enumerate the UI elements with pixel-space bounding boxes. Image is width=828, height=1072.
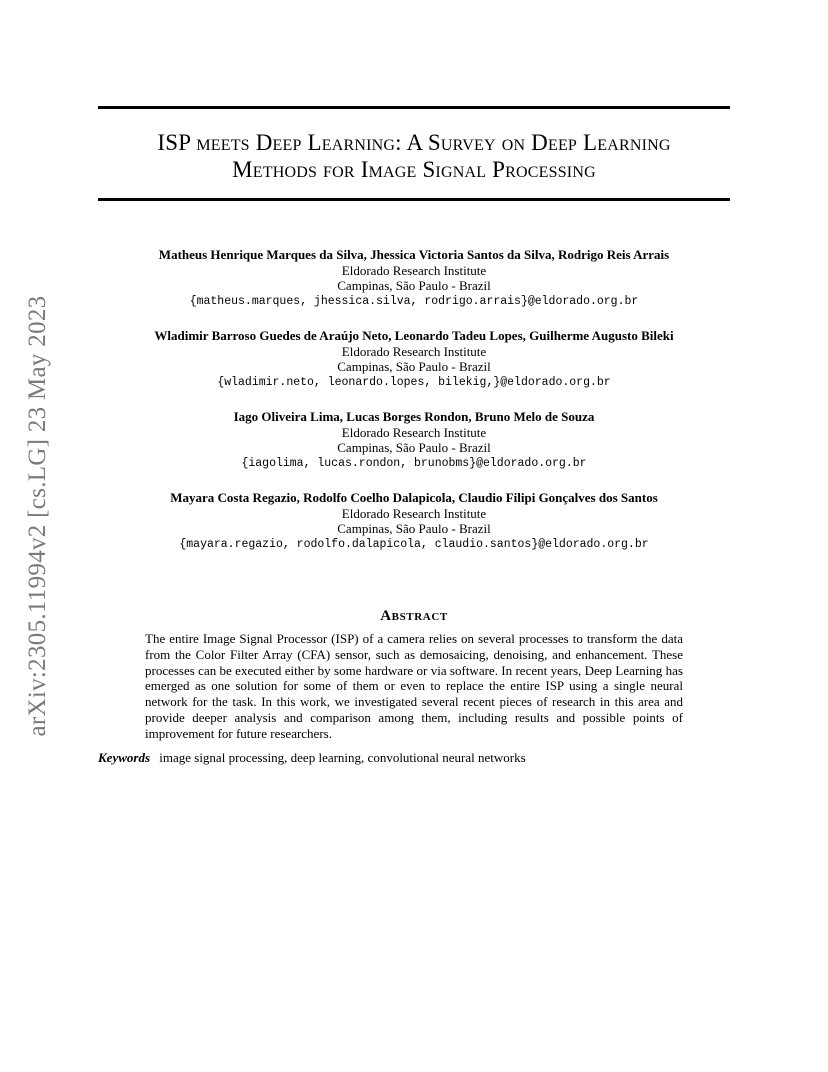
author-names: Wladimir Barroso Guedes de Araújo Neto, Leonardo Tadeu Lopes, Guilherme Augusto Bileki bbox=[154, 328, 674, 343]
abstract-body: The entire Image Signal Processor (ISP) of a camera relies on several processes to transform the data from the Color Filter Array (CFA) sensor, such as demosaicing, denoising, and enhancement. These processes can be executed either by some hardware or via software. In recent years, Deep Learning has emerged as one solution for some of them or even to replace the entire ISP using a single neural network for the task. In this work, we investigated several recent pieces of research in this area and provide deeper analysis and comparison among them, including results and possible points of improvement for future researchers. bbox=[145, 631, 683, 741]
author-institution: Eldorado Research Institute bbox=[341, 343, 487, 359]
author-email[interactable]: {matheus.marques, jhessica.silva, rodrigo.arrais}@eldorado.org.br bbox=[189, 294, 639, 308]
title-line-2: Methods for Image Signal Processing bbox=[232, 157, 596, 182]
keywords-label: Keywords bbox=[98, 750, 150, 765]
abstract-heading: Abstract bbox=[380, 608, 448, 624]
author-location: Campinas, São Paulo - Brazil bbox=[337, 521, 491, 536]
arxiv-stamp[interactable]: arXiv:2305.11994v2 [cs.LG] 23 May 2023 bbox=[24, 295, 51, 737]
author-location: Campinas, São Paulo - Brazil bbox=[337, 359, 491, 374]
author-group-3 bbox=[98, 409, 730, 471]
author-list bbox=[98, 247, 730, 571]
author-names: Iago Oliveira Lima, Lucas Borges Rondon, Bruno Melo de Souza bbox=[233, 409, 595, 424]
author-names: Mayara Costa Regazio, Rodolfo Coelho Dalapicola, Claudio Filipi Gonçalves dos Santos bbox=[170, 490, 658, 505]
keywords-line bbox=[98, 750, 526, 766]
title-rule-top bbox=[98, 106, 730, 109]
author-email[interactable]: {mayara.regazio, rodolfo.dalapicola, claudio.santos}@eldorado.org.br bbox=[179, 537, 649, 551]
author-group-1 bbox=[98, 247, 730, 309]
title-rule-bottom bbox=[98, 198, 730, 201]
author-institution: Eldorado Research Institute bbox=[341, 262, 487, 278]
author-group-4 bbox=[98, 490, 730, 552]
author-group-2 bbox=[98, 328, 730, 390]
author-location: Campinas, São Paulo - Brazil bbox=[337, 278, 491, 293]
title-line-1: ISP meets Deep Learning: A Survey on Deep Learning bbox=[157, 130, 671, 155]
keywords-text: image signal processing, deep learning, convolutional neural networks bbox=[159, 750, 526, 765]
author-institution: Eldorado Research Institute bbox=[341, 424, 487, 440]
author-email[interactable]: {iagolima, lucas.rondon, brunobms}@eldorado.org.br bbox=[241, 456, 587, 470]
author-email[interactable]: {wladimir.neto, leonardo.lopes, bilekig,}@eldorado.org.br bbox=[217, 375, 611, 389]
paper-title bbox=[98, 129, 730, 183]
author-institution: Eldorado Research Institute bbox=[341, 505, 487, 521]
author-names: Matheus Henrique Marques da Silva, Jhessica Victoria Santos da Silva, Rodrigo Reis Arrais bbox=[158, 247, 670, 262]
author-location: Campinas, São Paulo - Brazil bbox=[337, 440, 491, 455]
